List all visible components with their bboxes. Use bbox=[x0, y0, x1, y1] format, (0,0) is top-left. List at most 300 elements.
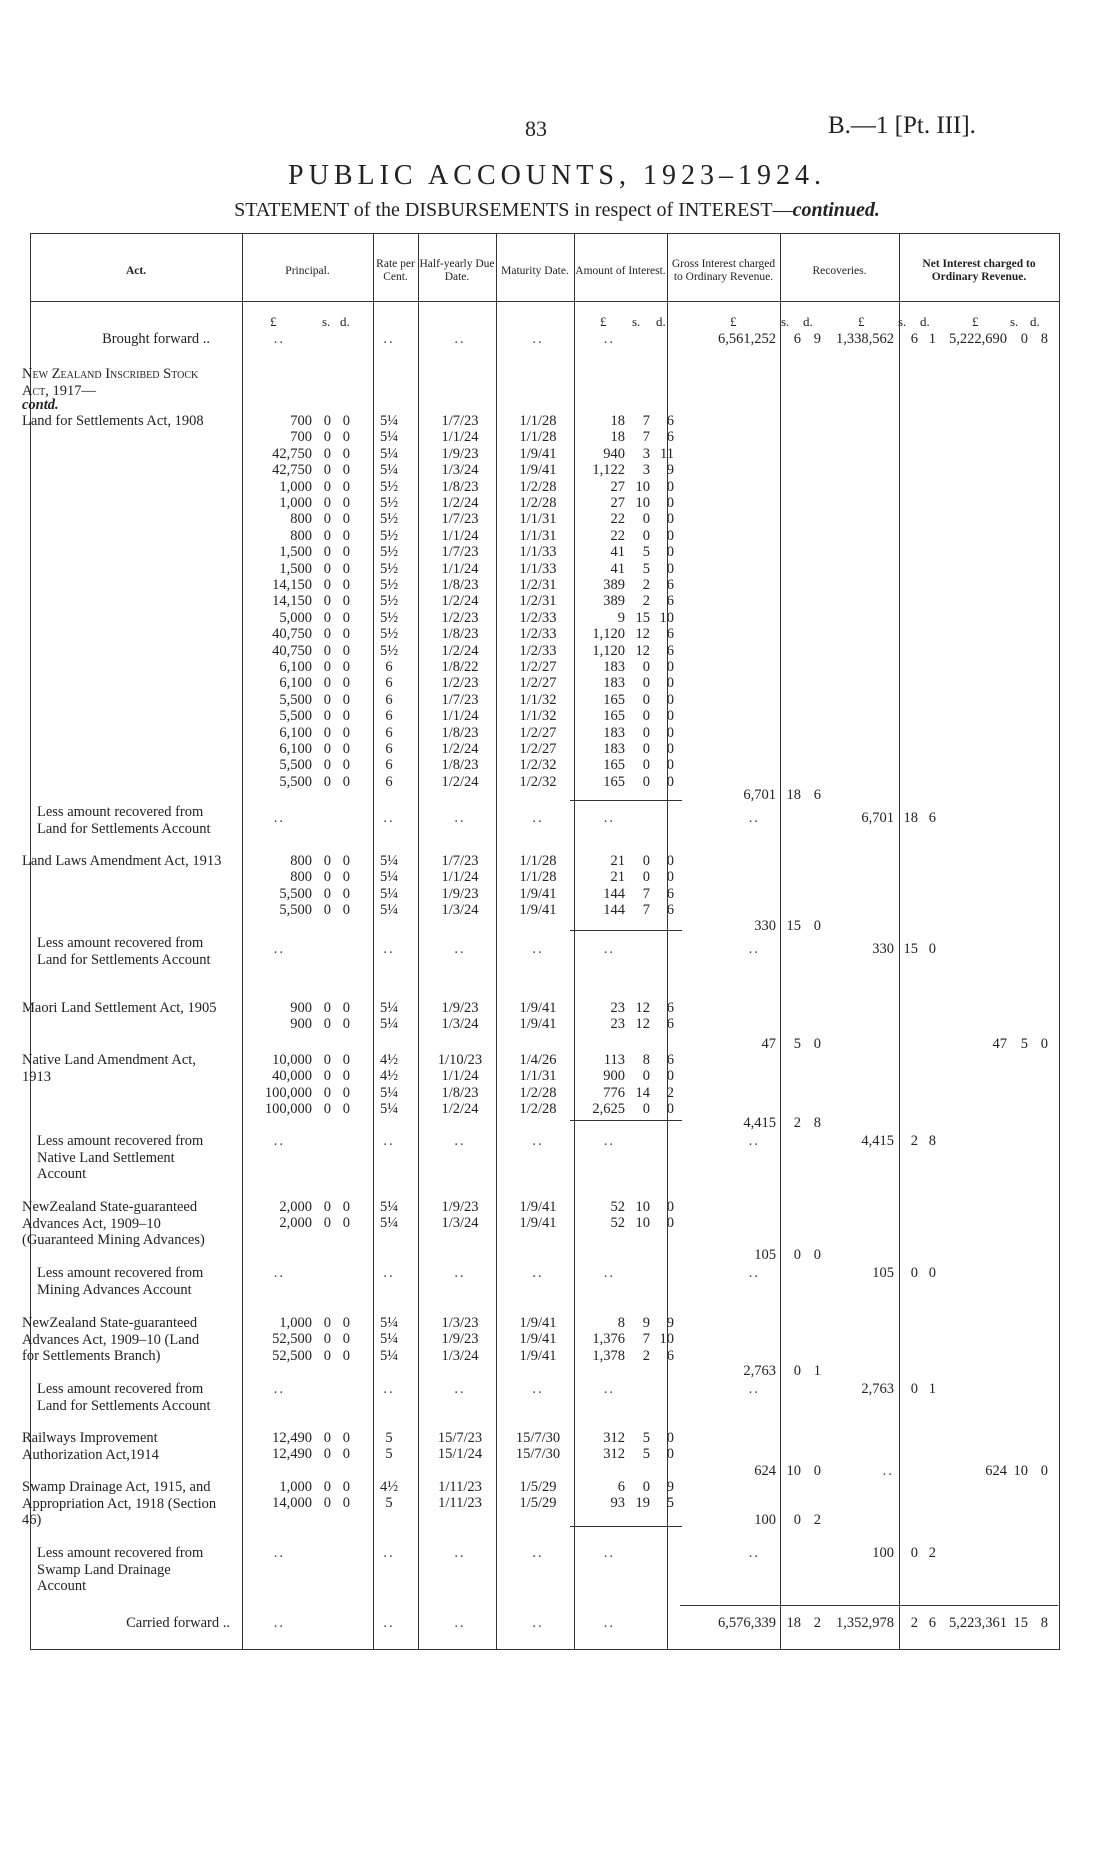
amount-shillings: 0 bbox=[642, 527, 650, 544]
currency-label: £ bbox=[858, 314, 865, 329]
amount-shillings: 0 bbox=[642, 853, 650, 869]
half-yearly-date: 1/8/23 bbox=[441, 577, 479, 593]
rate: 5½ bbox=[379, 527, 399, 544]
principal-pence: 0 bbox=[342, 1479, 350, 1495]
r-pounds: 4,415 bbox=[861, 1133, 894, 1149]
amount-pence: 0 bbox=[666, 511, 674, 528]
maturity-date: 1/2/33 bbox=[519, 626, 557, 643]
half-yearly-date: 1/2/24 bbox=[441, 741, 479, 757]
principal-pence: 0 bbox=[342, 445, 350, 462]
amount-pounds: 900 bbox=[603, 1068, 625, 1085]
amount-pence: 0 bbox=[666, 1446, 674, 1463]
rate: 6 bbox=[385, 773, 393, 790]
n-pence: 0 bbox=[1040, 1036, 1048, 1052]
r-shillings: 18 bbox=[903, 810, 918, 826]
amount-pounds: 2,625 bbox=[592, 1101, 625, 1118]
half-yearly-date: 1/1/24 bbox=[441, 1068, 479, 1085]
principal-pounds: 800 bbox=[290, 511, 312, 528]
amount-pounds: 165 bbox=[603, 773, 625, 790]
half-yearly-date: 1/2/23 bbox=[441, 675, 479, 692]
amount-pence: 6 bbox=[666, 593, 674, 610]
amount-pounds: 165 bbox=[603, 757, 625, 774]
placeholder-dots: .. bbox=[383, 1381, 395, 1397]
placeholder-dots: .. bbox=[454, 331, 466, 347]
n-pounds: 624 bbox=[985, 1463, 1007, 1479]
r-pence: 6 bbox=[928, 810, 936, 826]
maturity-date: 1/9/41 bbox=[519, 902, 557, 919]
principal-pounds: 5,500 bbox=[279, 902, 312, 919]
act-less-mining: Less amount recovered from Mining Advances Account bbox=[37, 1265, 204, 1298]
act-less-land2: Less amount recovered from Land for Settlements Account bbox=[37, 935, 211, 968]
header-principal: Principal. bbox=[285, 264, 330, 277]
header-act: Act. bbox=[125, 264, 147, 277]
half-yearly-date: 1/2/24 bbox=[441, 495, 479, 511]
sum-rule bbox=[570, 1526, 682, 1527]
principal-pence: 0 bbox=[342, 1347, 350, 1364]
principal-shillings: 0 bbox=[323, 708, 331, 725]
amount-pounds: 1,120 bbox=[592, 642, 625, 659]
half-yearly-date: 1/9/23 bbox=[441, 1000, 479, 1016]
r-pounds: 100 bbox=[872, 1545, 894, 1561]
header-half-yearly: Half-yearly Due Date. bbox=[419, 258, 495, 283]
amount-shillings: 10 bbox=[635, 1199, 650, 1215]
amount-pounds: 27 bbox=[610, 478, 625, 495]
rate: 5½ bbox=[379, 560, 399, 577]
amount-pounds: 52 bbox=[610, 1215, 625, 1232]
principal-pence: 0 bbox=[342, 429, 350, 446]
principal-shillings: 0 bbox=[323, 659, 331, 675]
half-yearly-date: 1/7/23 bbox=[441, 691, 479, 708]
amount-pence: 6 bbox=[666, 413, 674, 429]
g-pence: 0 bbox=[813, 1247, 821, 1263]
amount-pence: 0 bbox=[666, 478, 674, 495]
act-less-native: Less amount recovered from Native Land Settlement Account bbox=[37, 1133, 204, 1183]
g-shillings: 18 bbox=[786, 787, 801, 803]
rate: 6 bbox=[385, 659, 393, 675]
principal-pounds: 5,000 bbox=[279, 609, 312, 626]
amount-pence: 0 bbox=[666, 544, 674, 561]
sum-rule bbox=[680, 1605, 1058, 1606]
principal-pence: 0 bbox=[342, 885, 350, 902]
principal-pounds: 100,000 bbox=[264, 1084, 312, 1101]
maturity-date: 1/1/28 bbox=[519, 869, 557, 886]
half-yearly-date: 1/8/23 bbox=[441, 1084, 479, 1101]
principal-shillings: 0 bbox=[323, 1000, 331, 1016]
principal-pounds: 42,750 bbox=[272, 462, 312, 479]
amount-pounds: 1,378 bbox=[592, 1347, 625, 1364]
amount-shillings: 7 bbox=[642, 902, 650, 919]
amount-shillings: 0 bbox=[642, 869, 650, 886]
amount-shillings: 12 bbox=[635, 1016, 650, 1033]
principal-shillings: 0 bbox=[323, 902, 331, 919]
placeholder-dots: .. bbox=[273, 810, 285, 826]
amount-pounds: 183 bbox=[603, 659, 625, 675]
amount-shillings: 0 bbox=[642, 708, 650, 725]
rate: 4½ bbox=[379, 1479, 399, 1495]
header-net: Net Interest charged to Ordinary Revenue. bbox=[922, 258, 1036, 283]
principal-pounds: 6,100 bbox=[279, 675, 312, 692]
amount-shillings: 7 bbox=[642, 413, 650, 429]
half-yearly-date: 1/11/23 bbox=[438, 1479, 482, 1495]
half-yearly-date: 1/8/22 bbox=[441, 659, 479, 675]
principal-pence: 0 bbox=[342, 511, 350, 528]
rate: 5½ bbox=[379, 577, 399, 593]
amount-pounds: 312 bbox=[603, 1430, 625, 1446]
amount-shillings: 3 bbox=[642, 445, 650, 462]
principal-pounds: 14,150 bbox=[272, 593, 312, 610]
principal-pence: 0 bbox=[342, 544, 350, 561]
placeholder-dots: .. bbox=[383, 1545, 395, 1561]
maturity-date: 1/9/41 bbox=[519, 1016, 557, 1033]
amount-pence: 0 bbox=[666, 869, 674, 886]
principal-pounds: 1,500 bbox=[279, 560, 312, 577]
act-railways: Railways Improvement Authorization Act,1914 bbox=[22, 1430, 159, 1463]
amount-pounds: 18 bbox=[610, 429, 625, 446]
amount-shillings: 0 bbox=[642, 675, 650, 692]
half-yearly-date: 1/2/24 bbox=[441, 1101, 479, 1118]
amount-shillings: 9 bbox=[642, 1315, 650, 1331]
currency-label: s. bbox=[1010, 314, 1019, 329]
page-title: PUBLIC ACCOUNTS, 1923–1924. bbox=[288, 160, 826, 191]
principal-pence: 0 bbox=[342, 1495, 350, 1512]
principal-pounds: 6,100 bbox=[279, 724, 312, 741]
principal-pence: 0 bbox=[342, 1331, 350, 1348]
half-yearly-date: 1/2/24 bbox=[441, 642, 479, 659]
placeholder-dots: .. bbox=[748, 1545, 760, 1561]
placeholder-dots: .. bbox=[454, 1265, 466, 1281]
page-number: 83 bbox=[525, 116, 547, 141]
r-pence: 2 bbox=[928, 1545, 936, 1561]
amount-pence: 0 bbox=[666, 708, 674, 725]
principal-shillings: 0 bbox=[323, 853, 331, 869]
amount-shillings: 19 bbox=[635, 1495, 650, 1512]
principal-pounds: 5,500 bbox=[279, 885, 312, 902]
half-yearly-date: 1/3/24 bbox=[441, 1215, 479, 1232]
maturity-date: 1/9/41 bbox=[519, 1315, 557, 1331]
amount-shillings: 5 bbox=[642, 1430, 650, 1446]
g-pence: 2 bbox=[813, 1615, 821, 1631]
g-pence: 2 bbox=[813, 1512, 821, 1528]
r-pounds: 2,763 bbox=[861, 1381, 894, 1397]
placeholder-dots: .. bbox=[603, 1381, 615, 1397]
principal-shillings: 0 bbox=[323, 724, 331, 741]
principal-pence: 0 bbox=[342, 1215, 350, 1232]
amount-shillings: 10 bbox=[635, 495, 650, 511]
amount-shillings: 12 bbox=[635, 642, 650, 659]
amount-pounds: 183 bbox=[603, 675, 625, 692]
placeholder-dots: .. bbox=[603, 1615, 615, 1631]
principal-pence: 0 bbox=[342, 478, 350, 495]
amount-pence: 6 bbox=[666, 642, 674, 659]
half-yearly-date: 1/1/24 bbox=[441, 527, 479, 544]
maturity-date: 1/2/28 bbox=[519, 1101, 557, 1118]
principal-pounds: 800 bbox=[290, 869, 312, 886]
amount-pence: 6 bbox=[666, 1000, 674, 1016]
rate: 5¼ bbox=[379, 462, 399, 479]
half-yearly-date: 1/9/23 bbox=[441, 1331, 479, 1348]
principal-shillings: 0 bbox=[323, 511, 331, 528]
principal-pounds: 40,750 bbox=[272, 626, 312, 643]
rate: 5¼ bbox=[379, 1199, 399, 1215]
g-pounds: 6,576,339 bbox=[718, 1615, 776, 1631]
principal-pence: 0 bbox=[342, 708, 350, 725]
n-shillings: 15 bbox=[1013, 1615, 1028, 1631]
principal-shillings: 0 bbox=[323, 1315, 331, 1331]
principal-shillings: 0 bbox=[323, 478, 331, 495]
currency-label: £ bbox=[270, 314, 277, 329]
placeholder-dots: .. bbox=[532, 1381, 544, 1397]
half-yearly-date: 1/2/23 bbox=[441, 609, 479, 626]
act-land-laws: Land Laws Amendment Act, 1913 bbox=[22, 853, 222, 869]
r-pence: 0 bbox=[928, 1265, 936, 1281]
maturity-date: 1/2/27 bbox=[519, 659, 557, 675]
principal-pence: 0 bbox=[342, 902, 350, 919]
principal-pounds: 800 bbox=[290, 853, 312, 869]
half-yearly-date: 1/3/24 bbox=[441, 902, 479, 919]
header-recoveries: Recoveries. bbox=[812, 264, 867, 277]
amount-shillings: 12 bbox=[635, 626, 650, 643]
maturity-date: 1/1/32 bbox=[519, 691, 557, 708]
principal-pounds: 52,500 bbox=[272, 1331, 312, 1348]
principal-pence: 0 bbox=[342, 853, 350, 869]
principal-pence: 0 bbox=[342, 642, 350, 659]
amount-pounds: 41 bbox=[610, 560, 625, 577]
n-pence: 8 bbox=[1040, 331, 1048, 347]
principal-pounds: 900 bbox=[290, 1000, 312, 1016]
r-pounds: 105 bbox=[872, 1265, 894, 1281]
principal-shillings: 0 bbox=[323, 1101, 331, 1118]
principal-shillings: 0 bbox=[323, 1430, 331, 1446]
rate: 5½ bbox=[379, 626, 399, 643]
document-reference: B.—1 [Pt. III]. bbox=[828, 112, 976, 139]
r-shillings: 2 bbox=[910, 1615, 918, 1631]
placeholder-dots: .. bbox=[273, 1381, 285, 1397]
amount-shillings: 3 bbox=[642, 462, 650, 479]
amount-shillings: 0 bbox=[642, 741, 650, 757]
rate: 6 bbox=[385, 757, 393, 774]
amount-shillings: 0 bbox=[642, 757, 650, 774]
placeholder-dots: .. bbox=[273, 1545, 285, 1561]
placeholder-dots: .. bbox=[454, 810, 466, 826]
half-yearly-date: 1/8/23 bbox=[441, 757, 479, 774]
maturity-date: 1/1/28 bbox=[519, 853, 557, 869]
maturity-date: 1/5/29 bbox=[519, 1479, 557, 1495]
principal-shillings: 0 bbox=[323, 691, 331, 708]
amount-pence: 6 bbox=[666, 429, 674, 446]
currency-label: £ bbox=[972, 314, 979, 329]
principal-shillings: 0 bbox=[323, 741, 331, 757]
rate: 5¼ bbox=[379, 885, 399, 902]
amount-pence: 0 bbox=[666, 1101, 674, 1118]
placeholder-dots: .. bbox=[748, 1265, 760, 1281]
half-yearly-date: 1/7/23 bbox=[441, 511, 479, 528]
g-pounds: 105 bbox=[754, 1247, 776, 1263]
g-shillings: 0 bbox=[793, 1363, 801, 1379]
placeholder-dots: .. bbox=[532, 1615, 544, 1631]
principal-pounds: 1,500 bbox=[279, 544, 312, 561]
amount-pence: 6 bbox=[666, 626, 674, 643]
principal-pounds: 2,000 bbox=[279, 1215, 312, 1232]
amount-pounds: 165 bbox=[603, 691, 625, 708]
principal-shillings: 0 bbox=[323, 1446, 331, 1463]
amount-pounds: 27 bbox=[610, 495, 625, 511]
amount-pence: 0 bbox=[666, 853, 674, 869]
principal-pounds: 6,100 bbox=[279, 659, 312, 675]
amount-shillings: 2 bbox=[642, 577, 650, 593]
currency-label: d. bbox=[1030, 314, 1040, 329]
amount-pounds: 8 bbox=[617, 1315, 625, 1331]
g-shillings: 0 bbox=[793, 1512, 801, 1528]
act-contd: contd. bbox=[22, 397, 59, 413]
amount-pence: 0 bbox=[666, 724, 674, 741]
placeholder-dots: .. bbox=[603, 331, 615, 347]
principal-pence: 0 bbox=[342, 659, 350, 675]
amount-pounds: 93 bbox=[610, 1495, 625, 1512]
amount-pounds: 9 bbox=[617, 609, 625, 626]
half-yearly-date: 1/7/23 bbox=[441, 544, 479, 561]
maturity-date: 1/2/31 bbox=[519, 593, 557, 610]
amount-shillings: 10 bbox=[635, 478, 650, 495]
placeholder-dots: .. bbox=[748, 1133, 760, 1149]
half-yearly-date: 1/3/24 bbox=[441, 1016, 479, 1033]
rate: 5 bbox=[385, 1430, 393, 1446]
amount-pounds: 21 bbox=[610, 869, 625, 886]
currency-label: s. bbox=[781, 314, 790, 329]
placeholder-dots: .. bbox=[532, 1265, 544, 1281]
principal-pence: 0 bbox=[342, 1101, 350, 1118]
amount-shillings: 5 bbox=[642, 1446, 650, 1463]
placeholder-dots: .. bbox=[383, 810, 395, 826]
maturity-date: 1/1/33 bbox=[519, 560, 557, 577]
rate: 5¼ bbox=[379, 1000, 399, 1016]
currency-label: s. bbox=[898, 314, 907, 329]
amount-pounds: 389 bbox=[603, 577, 625, 593]
act-nz-inscribed: New Zealand Inscribed Stock Act, 1917— bbox=[22, 366, 199, 399]
sum-rule bbox=[570, 930, 682, 931]
amount-pence: 5 bbox=[666, 1495, 674, 1512]
g-pounds: 100 bbox=[754, 1512, 776, 1528]
amount-shillings: 0 bbox=[642, 511, 650, 528]
amount-pence: 0 bbox=[666, 1430, 674, 1446]
principal-pounds: 700 bbox=[290, 413, 312, 429]
amount-pounds: 165 bbox=[603, 708, 625, 725]
currency-label: £ bbox=[600, 314, 607, 329]
rate: 5¼ bbox=[379, 429, 399, 446]
amount-pence: 0 bbox=[666, 560, 674, 577]
principal-shillings: 0 bbox=[323, 1199, 331, 1215]
act-state-land: NewZealand State-guaranteed Advances Act, 1909–10 (Land for Settlements Branch) bbox=[22, 1315, 200, 1365]
principal-shillings: 0 bbox=[323, 626, 331, 643]
placeholder-dots: .. bbox=[748, 941, 760, 957]
rate: 5½ bbox=[379, 642, 399, 659]
principal-pence: 0 bbox=[342, 626, 350, 643]
half-yearly-date: 1/8/23 bbox=[441, 478, 479, 495]
placeholder-dots: .. bbox=[383, 1133, 395, 1149]
principal-shillings: 0 bbox=[323, 869, 331, 886]
principal-pence: 0 bbox=[342, 1430, 350, 1446]
maturity-date: 15/7/30 bbox=[515, 1430, 561, 1446]
placeholder-dots: .. bbox=[603, 1545, 615, 1561]
principal-pence: 0 bbox=[342, 741, 350, 757]
g-pence: 6 bbox=[813, 787, 821, 803]
g-pence: 1 bbox=[813, 1363, 821, 1379]
principal-shillings: 0 bbox=[323, 495, 331, 511]
half-yearly-date: 1/9/23 bbox=[441, 445, 479, 462]
principal-shillings: 0 bbox=[323, 1084, 331, 1101]
principal-pence: 0 bbox=[342, 1052, 350, 1068]
principal-pounds: 800 bbox=[290, 527, 312, 544]
rate: 5¼ bbox=[379, 1084, 399, 1101]
maturity-date: 1/9/41 bbox=[519, 885, 557, 902]
principal-pence: 0 bbox=[342, 757, 350, 774]
rate: 6 bbox=[385, 675, 393, 692]
amount-pounds: 23 bbox=[610, 1000, 625, 1016]
header-maturity: Maturity Date. bbox=[501, 264, 569, 277]
amount-pounds: 6 bbox=[617, 1479, 625, 1495]
rate: 5½ bbox=[379, 609, 399, 626]
g-pounds: 47 bbox=[761, 1036, 776, 1052]
principal-pence: 0 bbox=[342, 675, 350, 692]
amount-shillings: 5 bbox=[642, 560, 650, 577]
principal-pence: 0 bbox=[342, 1446, 350, 1463]
amount-pence: 0 bbox=[666, 659, 674, 675]
principal-pence: 0 bbox=[342, 1315, 350, 1331]
placeholder-dots: .. bbox=[273, 941, 285, 957]
placeholder-dots: .. bbox=[748, 810, 760, 826]
placeholder-dots: .. bbox=[748, 1381, 760, 1397]
amount-pounds: 21 bbox=[610, 853, 625, 869]
principal-pounds: 42,750 bbox=[272, 445, 312, 462]
principal-pounds: 52,500 bbox=[272, 1347, 312, 1364]
amount-shillings: 0 bbox=[642, 1101, 650, 1118]
principal-shillings: 0 bbox=[323, 1215, 331, 1232]
amount-pence: 10 bbox=[659, 609, 674, 626]
principal-shillings: 0 bbox=[323, 593, 331, 610]
amount-pounds: 1,120 bbox=[592, 626, 625, 643]
placeholder-dots: .. bbox=[603, 1133, 615, 1149]
principal-pence: 0 bbox=[342, 413, 350, 429]
rate: 5¼ bbox=[379, 1101, 399, 1118]
r-shillings: 15 bbox=[903, 941, 918, 957]
g-pounds: 6,701 bbox=[743, 787, 776, 803]
rate: 5½ bbox=[379, 544, 399, 561]
amount-shillings: 0 bbox=[642, 691, 650, 708]
r-pence: 1 bbox=[928, 331, 936, 347]
principal-pounds: 40,000 bbox=[272, 1068, 312, 1085]
n-shillings: 5 bbox=[1020, 1036, 1028, 1052]
g-shillings: 10 bbox=[786, 1463, 801, 1479]
rate: 6 bbox=[385, 708, 393, 725]
r-pounds: 6,701 bbox=[861, 810, 894, 826]
placeholder-dots: .. bbox=[454, 1381, 466, 1397]
principal-shillings: 0 bbox=[323, 445, 331, 462]
g-pence: 8 bbox=[813, 1115, 821, 1131]
rate: 5¼ bbox=[379, 869, 399, 886]
amount-pence: 9 bbox=[666, 1315, 674, 1331]
principal-pence: 0 bbox=[342, 560, 350, 577]
half-yearly-date: 15/7/23 bbox=[437, 1430, 483, 1446]
principal-pounds: 6,100 bbox=[279, 741, 312, 757]
principal-pounds: 100,000 bbox=[264, 1101, 312, 1118]
maturity-date: 1/2/27 bbox=[519, 675, 557, 692]
amount-shillings: 2 bbox=[642, 593, 650, 610]
principal-pounds: 40,750 bbox=[272, 642, 312, 659]
amount-shillings: 7 bbox=[642, 429, 650, 446]
r-pounds: 1,352,978 bbox=[836, 1615, 894, 1631]
amount-pence: 0 bbox=[666, 741, 674, 757]
rate: 6 bbox=[385, 741, 393, 757]
maturity-date: 15/7/30 bbox=[515, 1446, 561, 1463]
